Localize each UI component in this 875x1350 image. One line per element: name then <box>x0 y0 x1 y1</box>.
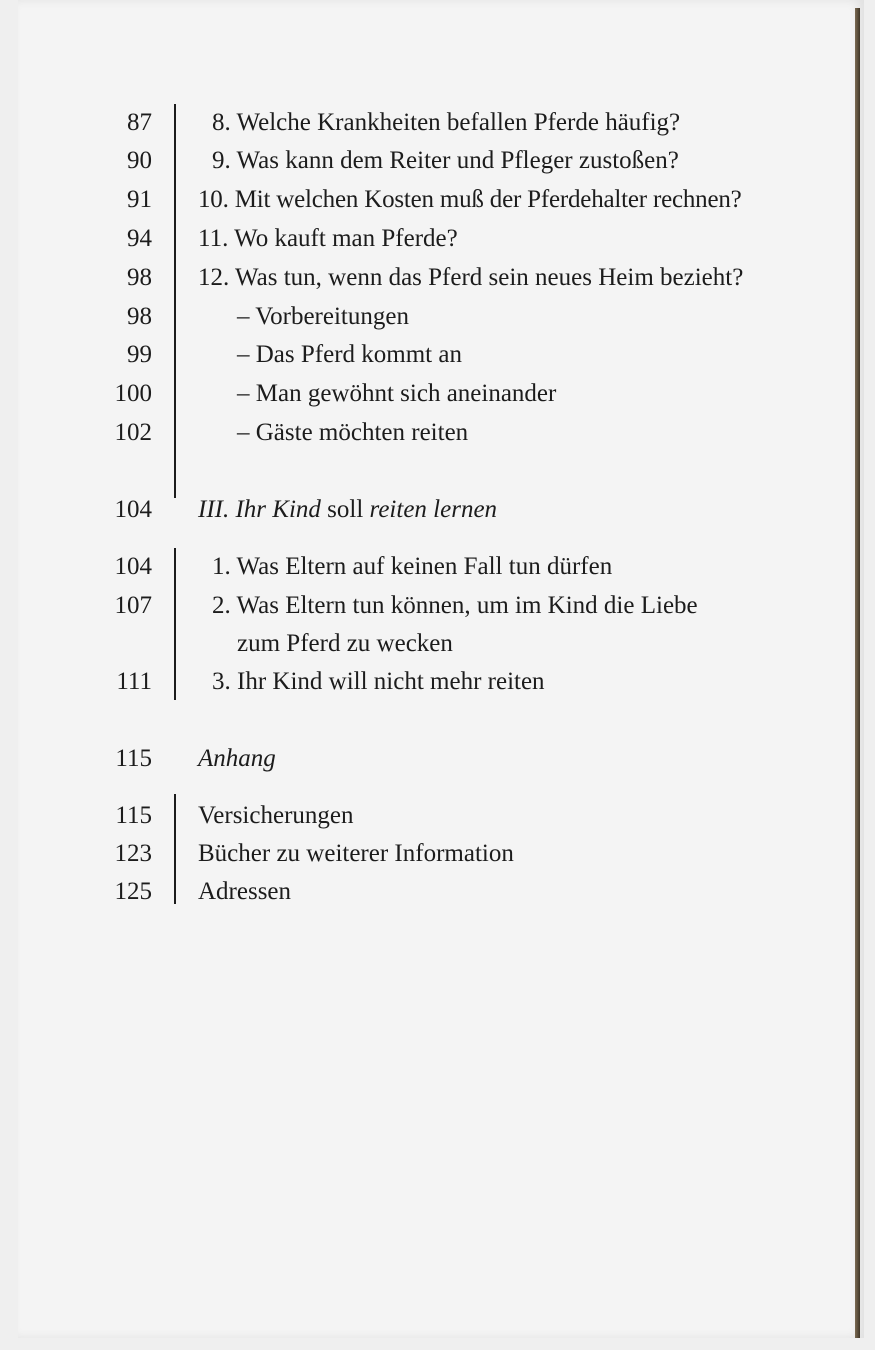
section-title-part: soll <box>320 496 370 523</box>
toc-entry: 8. Welche Krankheiten befallen Pferde häufig? <box>212 109 681 136</box>
toc-subentry: – Man gewöhnt sich aneinander <box>237 380 557 407</box>
toc-page-number: 100 <box>114 380 152 407</box>
toc-subentry: – Vorbereitungen <box>237 303 409 330</box>
toc-entry-continuation: zum Pferd zu wecken <box>237 630 453 657</box>
toc-page-number: 99 <box>127 341 152 368</box>
toc-divider-line-middle <box>174 548 176 700</box>
book-spine-edge <box>855 8 860 1338</box>
toc-entry: 9. Was kann dem Reiter und Pfleger zustoßen? <box>212 147 679 174</box>
toc-page-number: 123 <box>114 840 152 867</box>
toc-entry: Bücher zu weiterer Information <box>198 840 514 867</box>
toc-page-number: 115 <box>115 802 152 829</box>
toc-page-number: 125 <box>114 878 152 905</box>
section-title-part: reiten lernen <box>369 496 498 523</box>
toc-divider-line-top <box>174 104 176 498</box>
toc-page-number: 90 <box>127 147 152 174</box>
toc-page-number: 98 <box>127 264 152 291</box>
toc-page-number: 107 <box>114 592 152 619</box>
toc-entry: 2. Was Eltern tun können, um im Kind die Liebe <box>212 592 698 619</box>
toc-page-number: 98 <box>127 303 152 330</box>
toc-page-number: 115 <box>115 745 152 772</box>
toc-page-number: 104 <box>114 496 152 523</box>
toc-page-number: 94 <box>127 225 152 252</box>
toc-page-number: 102 <box>114 419 152 446</box>
section-title-part: III. Ihr Kind <box>198 496 321 523</box>
toc-page-number: 87 <box>127 109 152 136</box>
toc-entry: 3. Ihr Kind will nicht mehr reiten <box>212 668 545 695</box>
toc-page-number: 104 <box>114 553 152 580</box>
toc-entry: 1. Was Eltern auf keinen Fall tun dürfen <box>212 553 613 580</box>
toc-page-number: 111 <box>116 668 152 695</box>
toc-section-heading <box>198 491 497 529</box>
toc-subentry: – Gäste möchten reiten <box>237 419 469 446</box>
toc-entry: 10. Mit welchen Kosten muß der Pferdehalter rechnen? <box>198 186 742 213</box>
toc-entry: Versicherungen <box>198 802 354 829</box>
toc-divider-line-bottom <box>174 794 176 904</box>
toc-page-number: 91 <box>127 186 152 213</box>
toc-subentry: – Das Pferd kommt an <box>237 341 462 368</box>
toc-entry: Adressen <box>198 878 292 905</box>
toc-entry: 12. Was tun, wenn das Pferd sein neues Heim bezieht? <box>198 264 744 291</box>
toc-section-heading: Anhang <box>198 745 276 772</box>
toc-entry: 11. Wo kauft man Pferde? <box>198 225 458 252</box>
